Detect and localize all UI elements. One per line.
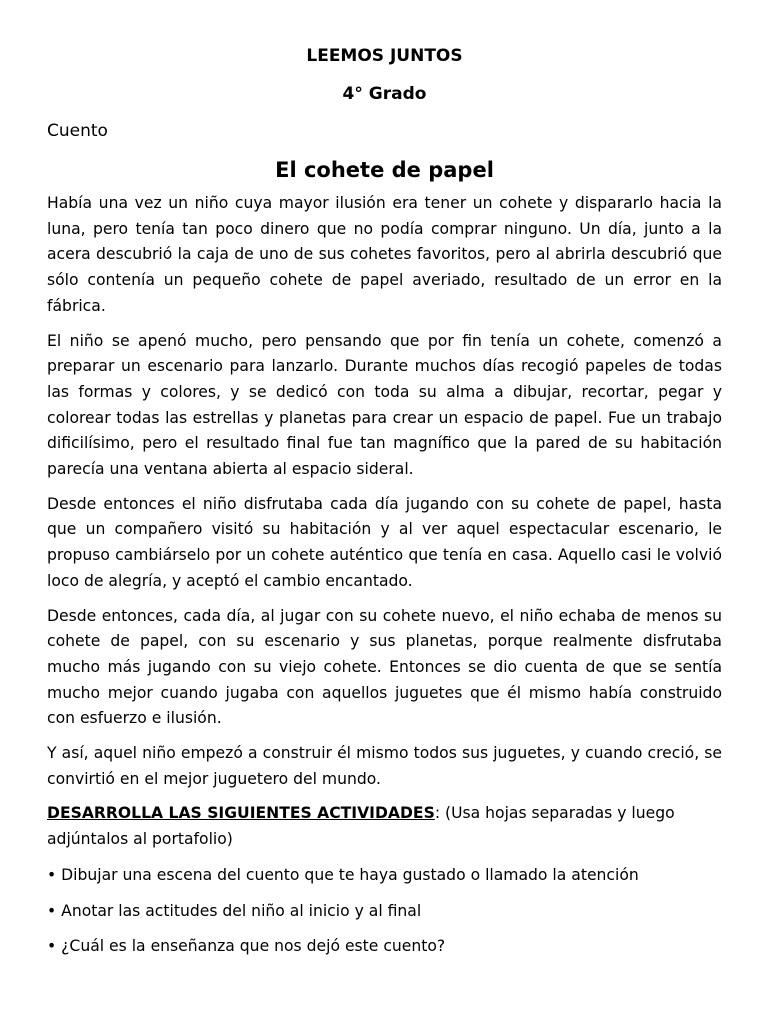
task-list — [47, 863, 722, 960]
story-title: El cohete de papel — [275, 158, 494, 182]
grade-label: 4° Grado — [342, 84, 427, 104]
activities-block — [47, 801, 722, 852]
story-paragraph: Desde entonces, cada día, al jugar con su cohete nuevo, el niño echaba de menos su cohete de papel, con su escenario y sus planetas, porque realmente disfrutaba mucho más jugando con su viejo cohete. Entonces se dio cuenta de que se sentía mucho mejor cuando jugaba con aquellos juguetes que él mismo había construido con esfuerzo e ilusión. — [47, 606, 722, 728]
task-item: • Dibujar una escena del cuento que te haya gustado o llamado la atención — [47, 865, 639, 884]
story-paragraph: Había una vez un niño cuya mayor ilusión era tener un cohete y dispararlo hacia la luna, pero tenía tan poco dinero que no podía comprar ninguno. Un día, junto a la acera descubrió la caja de uno de sus cohetes favoritos, pero al abrirla descubrió que sólo contenía un pequeño cohete de papel averiado, resultado de un error en la fábrica. — [47, 194, 722, 315]
task-item: • Anotar las actitudes del niño al inicio y al final — [47, 901, 422, 920]
story-body — [47, 191, 722, 792]
genre-label: Cuento — [47, 121, 108, 141]
activities-instructions: : (Usa hojas separadas y luego adjúntalos al portafolio) — [47, 804, 675, 849]
activities-heading: DESARROLLA LAS SIGUIENTES ACTIVIDADES — [47, 804, 435, 823]
story-paragraph: El niño se apenó mucho, pero pensando que por fin tenía un cohete, comenzó a preparar un escenario para lanzarlo. Durante muchos días recogió papeles de todas las formas y colores, y se dedicó con toda su alma a dibujar, recortar, pegar y colorear todas las estrellas y planetas para crear un espacio de papel. Fue un trabajo dificilísimo, pero el resultado final fue tan magnífico que la pared de su habitación parecía una ventana abierta al espacio sideral. — [47, 331, 722, 479]
task-item: • ¿Cuál es la enseñanza que nos dejó este cuento? — [47, 937, 446, 956]
story-paragraph: Y así, aquel niño empezó a construir él mismo todos sus juguetes, y cuando creció, se convirtió en el mejor juguetero del mundo. — [47, 744, 722, 788]
story-paragraph: Desde entonces el niño disfrutaba cada día jugando con su cohete de papel, hasta que un compañero visitó su habitación y al ver aquel espectacular escenario, le propuso cambiárselo por un cohete auténtico que tenía en casa. Aquello casi le volvió loco de alegría, y aceptó el cambio encantado. — [47, 494, 722, 590]
header-title: LEEMOS JUNTOS — [306, 46, 463, 66]
